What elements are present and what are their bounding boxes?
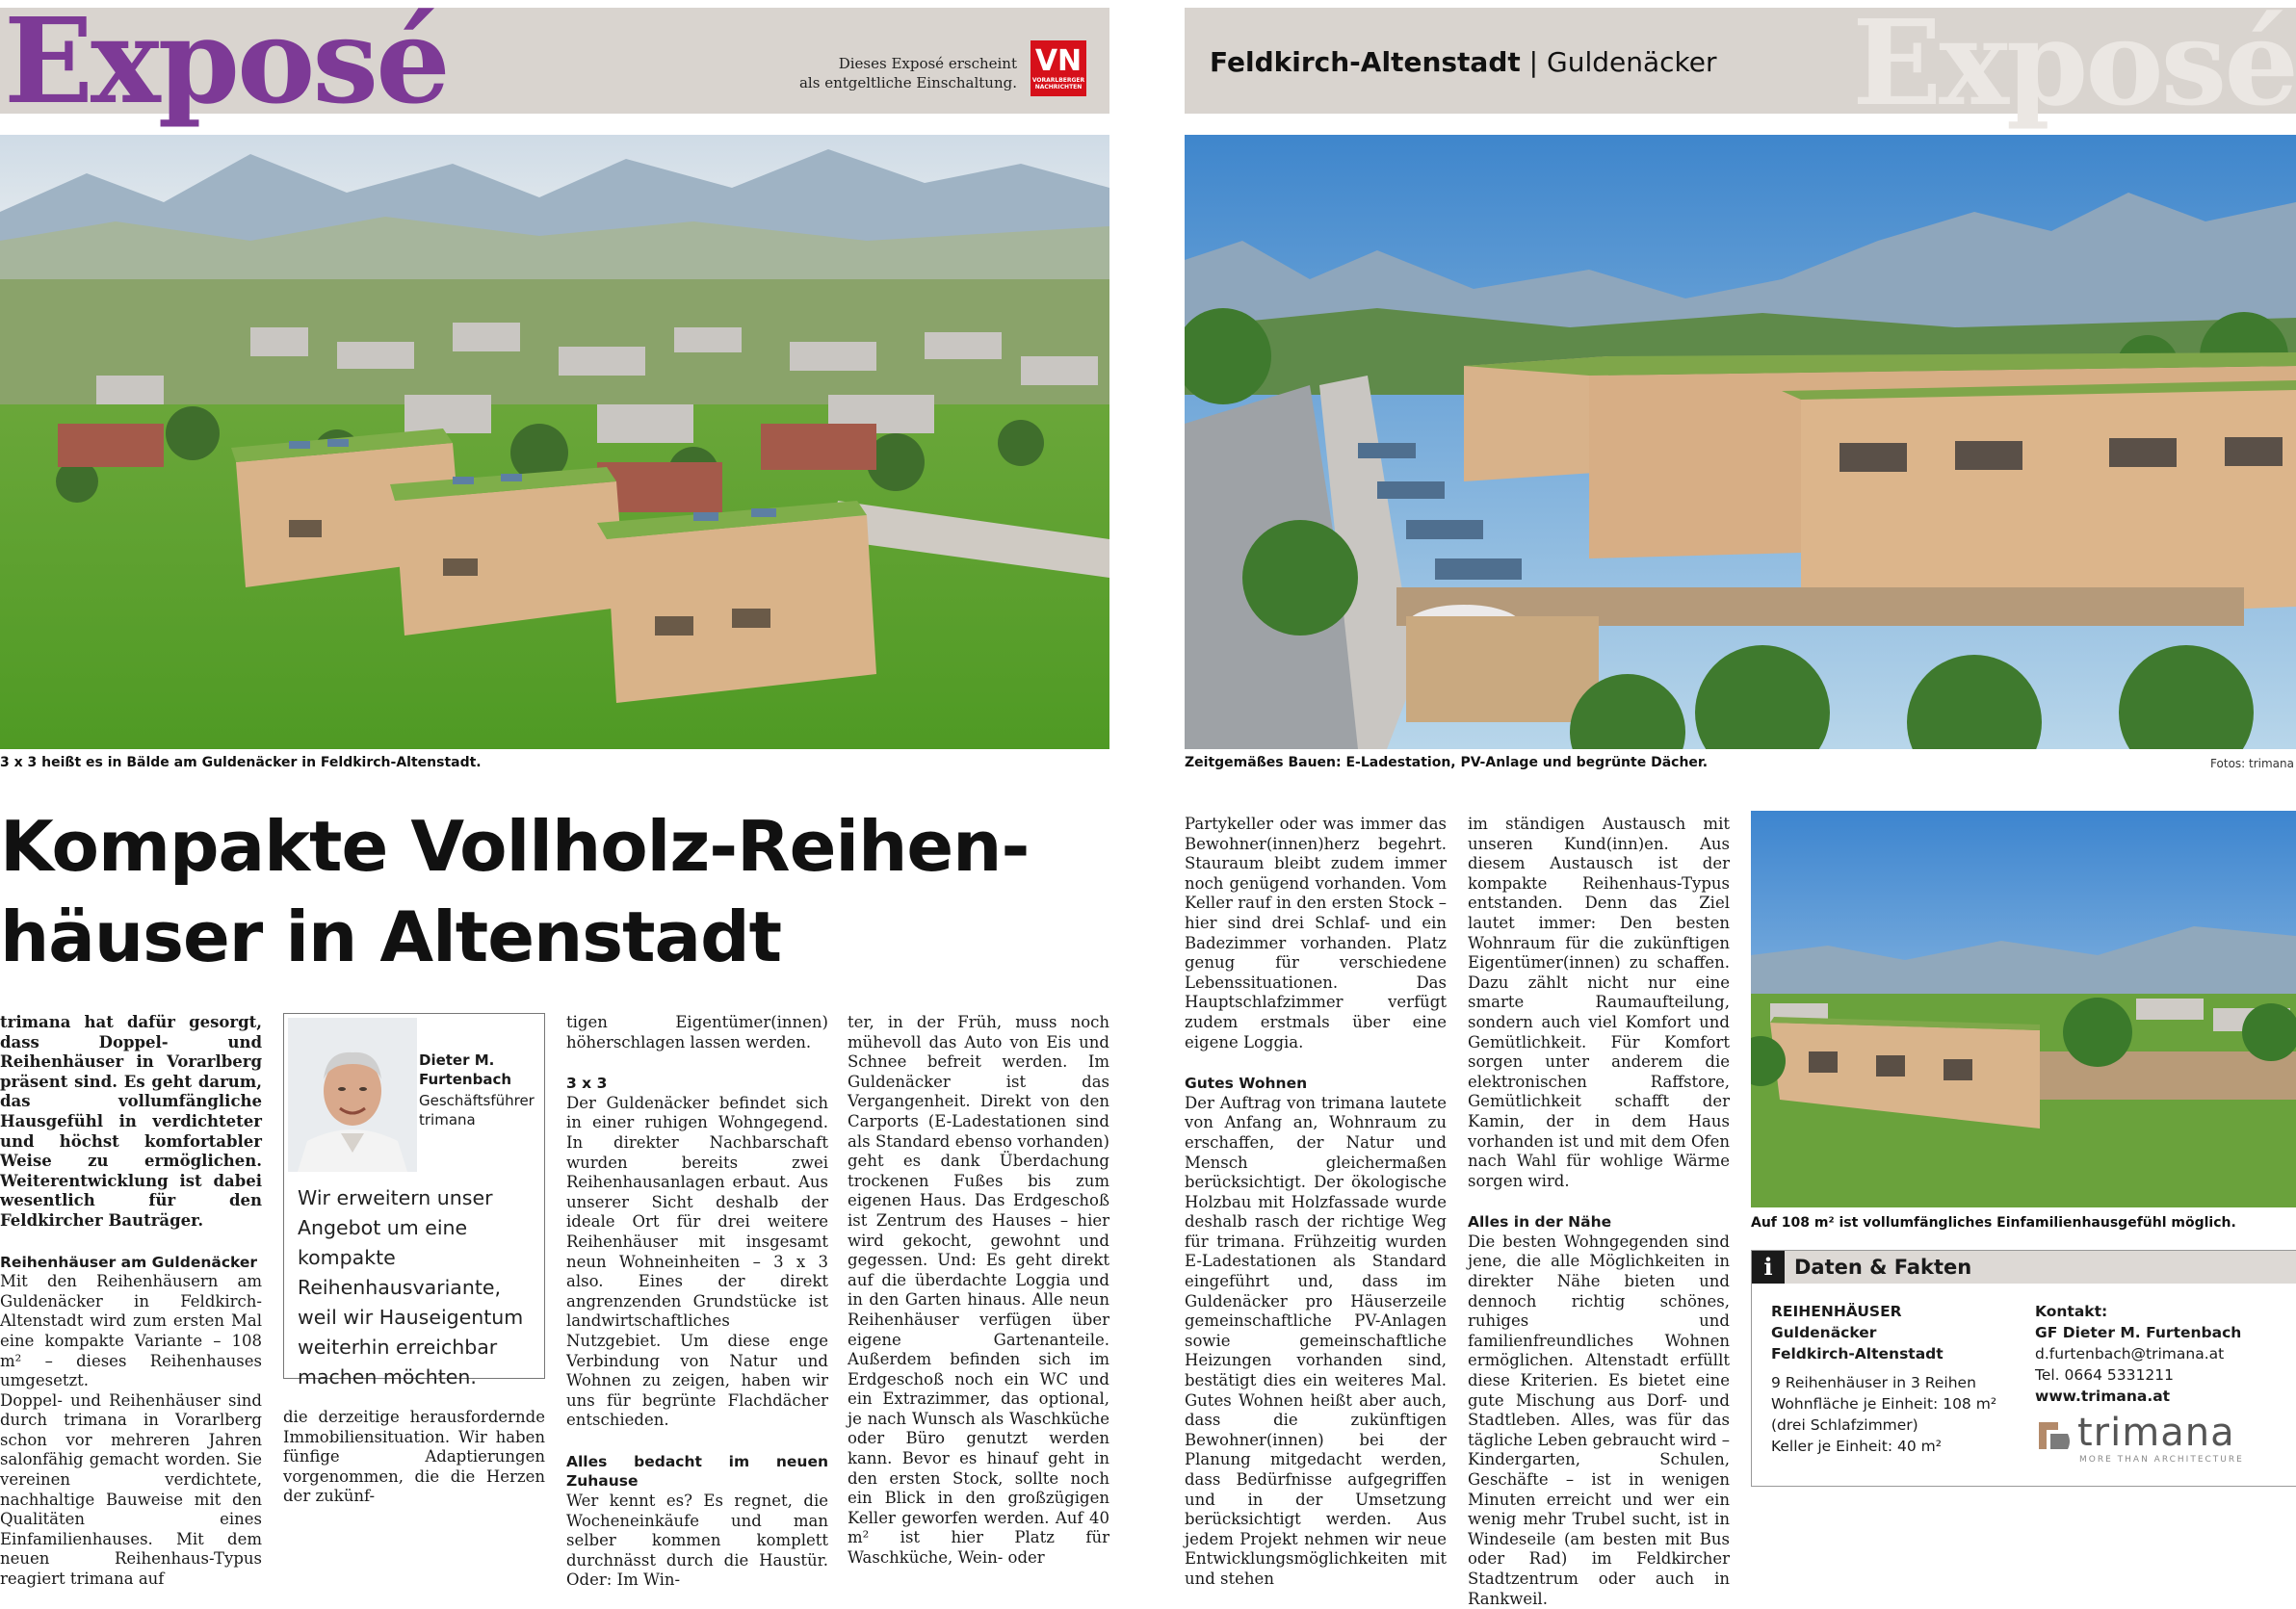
aerial-photo-caption: 3 x 3 heißt es in Bälde am Guldenäcker in Feldkirch-Altenstadt. [0, 755, 482, 770]
advertorial-note-line2: als entgeltliche Einschaltung. [798, 74, 1017, 92]
interviewee-role-line2: trimana [419, 1111, 476, 1129]
location-title [1210, 46, 1717, 78]
advertorial-note [799, 54, 1017, 93]
article-column-3 [566, 1013, 828, 1591]
trimana-logo-mark-icon [2035, 1418, 2074, 1453]
masthead-title: Exposé [4, 0, 448, 130]
headline-line2: häuser in Altenstadt [0, 896, 782, 977]
vn-logo-text: VN [1034, 44, 1083, 78]
contact-label: Kontakt: [2035, 1303, 2108, 1320]
small-rendering-photo [1751, 811, 2296, 1207]
facts-details [1771, 1301, 1996, 1457]
vn-logo-subtext: VORARLBERGER NACHRICHTEN [1031, 77, 1085, 91]
subheading-gutes-wohnen: Gutes Wohnen [1185, 1075, 1308, 1093]
interviewee-role-line1: Geschäftsführer [419, 1092, 535, 1109]
trimana-logo-tagline: MORE THAN ARCHITECTURE [2079, 1455, 2244, 1465]
rendering-illustration [1185, 135, 2296, 749]
info-icon: i [1752, 1251, 1785, 1284]
location-title-separator: | [1528, 46, 1539, 78]
article-column-2-tail [283, 1408, 545, 1507]
contact-details [2035, 1301, 2241, 1407]
facts-place-1: Guldenäcker [1771, 1324, 1877, 1341]
paragraph: Der Guldenäcker befindet sich in einer ruhigen Wohngegend. In direkter Nachbarschaft wurden bereits zwei Reihenhausanlagen erbaut. Aus unserer Sicht deshalb der ideale Ort für drei weitere Reihenhäuser mit insgesamt neun Wohneinheiten – 3 x 3 also. Eines der direkt angrenzenden Grundstücke ist landwirtschaftliches Nutzgebiet. Um diese enge Verbindung von Natur und Wohnen zu zeigen, haben wir uns für begrünte Flachdächer entschieden. [566, 1093, 828, 1430]
left-page [0, 0, 1109, 1590]
article-column-4 [848, 1013, 1109, 1569]
interview-box [283, 1013, 545, 1388]
aerial-photo [0, 135, 1109, 749]
trimana-logo [2035, 1411, 2266, 1468]
paragraph: Der Auftrag von trimana lautete von Anfang an, Wohnraum zu erschaffen, der Natur und Mensch gleichermaßen berücksichtigt. Der ökologische Holzbau mit Holzfassade wurde deshalb rasch der richtige Weg für trimana. Frühzeitig wurden E-Ladestationen als Standard eingeführt und, dass im Guldenäcker pro Häuserzeile gemeinschaftliche PV-Anlagen sowie gemeinschaftliche Heizungen vorhanden sind, bestätigt dies ein weiteres Mal. Gutes Wohnen heißt aber auch, dass die zukünftigen Bewohner(innen) bei der Planung mitgedacht werden, dass Bedürfnisse aufgegriffen und in der Umsetzung berücksichtigt werden. Aus jedem Projekt nehmen wir neue Entwicklungsmöglichkeiten mit und stehen [1185, 1093, 1447, 1588]
facts-place-2: Feldkirch-Altenstadt [1771, 1345, 1944, 1362]
article-headline [0, 801, 1109, 982]
rendering-photo [1185, 135, 2296, 749]
left-header-bar [0, 0, 1109, 130]
aerial-photo-illustration [0, 135, 1109, 749]
advertorial-note-line1: Dieses Exposé erscheint [838, 55, 1017, 72]
vn-publisher-logo [1031, 40, 1086, 96]
facts-line: (drei Schlafzimmer) [1771, 1416, 1918, 1434]
paragraph: die derzeitige herausfordernde Immobiliensituation. Wir haben fünfige Adaptierungen vorgenommen, die die Herzen der zukünf- [283, 1408, 545, 1506]
lead-paragraph: trimana hat dafür gesorgt, dass Doppel- und Reihenhäuser in Vorarlberg präsent sind. Es geht darum, das vollumfängliche Hausgefühl in verdichteter und höchst komfortabler Weise zu ermöglichen. Weiterentwicklung ist dabei wesentlich für den Feldkircher Bauträger. [0, 1013, 262, 1230]
facts-title: Daten & Fakten [1794, 1256, 1972, 1279]
portrait-photo [288, 1018, 417, 1172]
small-photo-caption: Auf 108 m² ist vollumfängliches Einfamilienhausgefühl möglich. [1751, 1215, 2236, 1231]
interviewee-name [419, 1051, 511, 1089]
facts-box [1751, 1250, 2296, 1487]
paragraph: tigen Eigentümer(innen) höherschlagen lassen werden. [566, 1013, 828, 1051]
contact-phone: Tel. 0664 5331211 [2035, 1366, 2174, 1384]
paragraph: ter, in der Früh, muss noch mühevoll das Auto von Eis und Schnee befreit werden. Im Guldenäcker ist das Vergangenheit. Direkt von den Carports (E-Ladestationen sind als Standard ebenso vorhanden) geht es dank Überdachung trockenen Fußes bis zum eigenen Haus. Das Erdgeschoß ist Zentrum des Hauses – hier wird gekocht, gewohnt und gegessen. Und: Es geht direkt auf die überdachte Loggia und in den Garten hinaus. Alle neun Reihenhäuser verfügen über eigene Gartenanteile. Außerdem befinden sich im Erdgeschoß noch ein WC und ein Extrazimmer, das optional, je nach Wunsch als Waschküche oder Büro genutzt werden kann. Bevor es hinauf geht in den ersten Stock, sollte noch ein Blick in den großzügigen Keller geworfen werden. Auf 40 m² ist hier Platz für Waschküche, Wein- oder [848, 1013, 1109, 1568]
interviewee-name-line1: Dieter M. [419, 1051, 495, 1069]
subheading-reihenhaeuser: Reihenhäuser am Guldenäcker [0, 1253, 258, 1271]
facts-line: 9 Reihenhäuser in 3 Reihen [1771, 1374, 1976, 1391]
paragraph: Die besten Wohngegenden sind jene, die alle Möglichkeiten in direkter Nähe bieten und dennoch richtig schönes, ruhiges und familienfreundliches Wohnen ermöglichen. Altenstadt erfüllt diese Kriterien. Es bietet eine gute Mischung aus Dorf- und Stadtleben. Alles, was für das tägliche Leben gebraucht wird – Kindergarten, Schulen, Geschäfte – ist in wenigen Minuten erreicht und wer ein wenig mehr Trubel sucht, ist in Windeseile (am besten mit Bus oder Rad) im Feldkircher Stadtzentrum oder auch in Rankweil. [1468, 1232, 1730, 1608]
facts-line: Keller je Einheit: 40 m² [1771, 1438, 1942, 1455]
portrait-illustration [288, 1018, 417, 1172]
interviewee-role [419, 1091, 535, 1129]
paragraph: im ständigen Austausch mit unseren Kund(inn)en. Aus diesem Austausch ist der kompakte Reihenhaus-Typus entstanden. Denn das Ziel lautet immer: Den besten Wohnraum für die zukünftigen Eigentümer(innen) zu schaffen. Dazu zählt nicht nur eine smarte Raumaufteilung, sondern auch viel Komfort und Gemütlichkeit. Für Komfort sorgen unter anderem die elektronischen Raffstore, Gemütlichkeit schafft der Kamin, der in dem Haus vorhanden ist und mit dem Ofen nach Wahl für wohlige Wärme sorgen wird. [1468, 815, 1730, 1190]
right-column-2 [1468, 815, 1730, 1609]
location-title-regular: Guldenäcker [1547, 46, 1717, 78]
facts-header [1752, 1251, 2296, 1284]
paragraph: Wer kennt es? Es regnet, die Wocheneinkäufe und man selber kommen komplett durchnässt durch die Haustür. Oder: Im Win- [566, 1492, 828, 1590]
photo-credit: Fotos: trimana [2210, 757, 2294, 770]
rendering-photo-caption: Zeitgemäßes Bauen: E-Ladestation, PV-Anlage und begrünte Dächer. [1185, 755, 1709, 770]
contact-name: GF Dieter M. Furtenbach [2035, 1324, 2242, 1341]
ghost-masthead: Exposé [1852, 0, 2296, 132]
subheading-3x3: 3 x 3 [566, 1075, 608, 1093]
headline-line1: Kompakte Vollholz-Reihen- [0, 806, 1030, 887]
subheading-alles-bedacht: Alles bedacht im neuen Zuhause [566, 1452, 828, 1491]
article-column-1 [0, 1013, 262, 1590]
facts-heading: REIHENHÄUSER [1771, 1303, 1902, 1320]
contact-email[interactable]: d.furtenbach@trimana.at [2035, 1345, 2225, 1362]
pull-quote: Wir erweitern unser Angebot um eine kompakte Reihenhausvariante, weil wir Hauseigentum weiterhin erreichbar machen möchten. [298, 1186, 524, 1388]
paragraph: Doppel- und Reihenhäuser sind durch trimana in Vorarlberg schon vor mehreren Jahren salonfähig gemacht worden. Sie vereinen verdichtete, nachhaltige Bauweise mit den Qualitäten eines Einfamilienhauses. Mit dem neuen Reihenhaus-Typus reagiert trimana auf [0, 1390, 262, 1589]
right-header-bar [1185, 0, 2296, 132]
interviewee-name-line2: Furtenbach [419, 1071, 512, 1088]
right-column-1 [1185, 815, 1447, 1590]
subheading-alles-in-der-naehe: Alles in der Nähe [1468, 1213, 1612, 1232]
trimana-logo-text: trimana [2077, 1411, 2235, 1455]
right-page [1185, 0, 2296, 1608]
facts-line: Wohnfläche je Einheit: 108 m² [1771, 1395, 1997, 1413]
paragraph: Mit den Reihenhäusern am Guldenäcker in Feldkirch-Altenstadt wird zum ersten Mal eine kompakte Variante – 108 m² – dieses Reihenhauses umgesetzt. [0, 1272, 262, 1390]
contact-website[interactable]: www.trimana.at [2035, 1388, 2171, 1405]
small-rendering-illustration [1751, 811, 2296, 1207]
location-title-bold: Feldkirch-Altenstadt [1210, 46, 1521, 78]
paragraph: Partykeller oder was immer das Bewohner(innen)herz begehrt. Stauraum bleibt zudem immer noch genügend vorhanden. Vom Keller rauf in den ersten Stock – hier sind drei Schlaf- und ein Badezimmer vorhanden. Platz genug für verschiedene Lebenssituationen. Das Hauptschlafzimmer verfügt zudem erstmals über eine eigene Loggia. [1185, 815, 1447, 1051]
